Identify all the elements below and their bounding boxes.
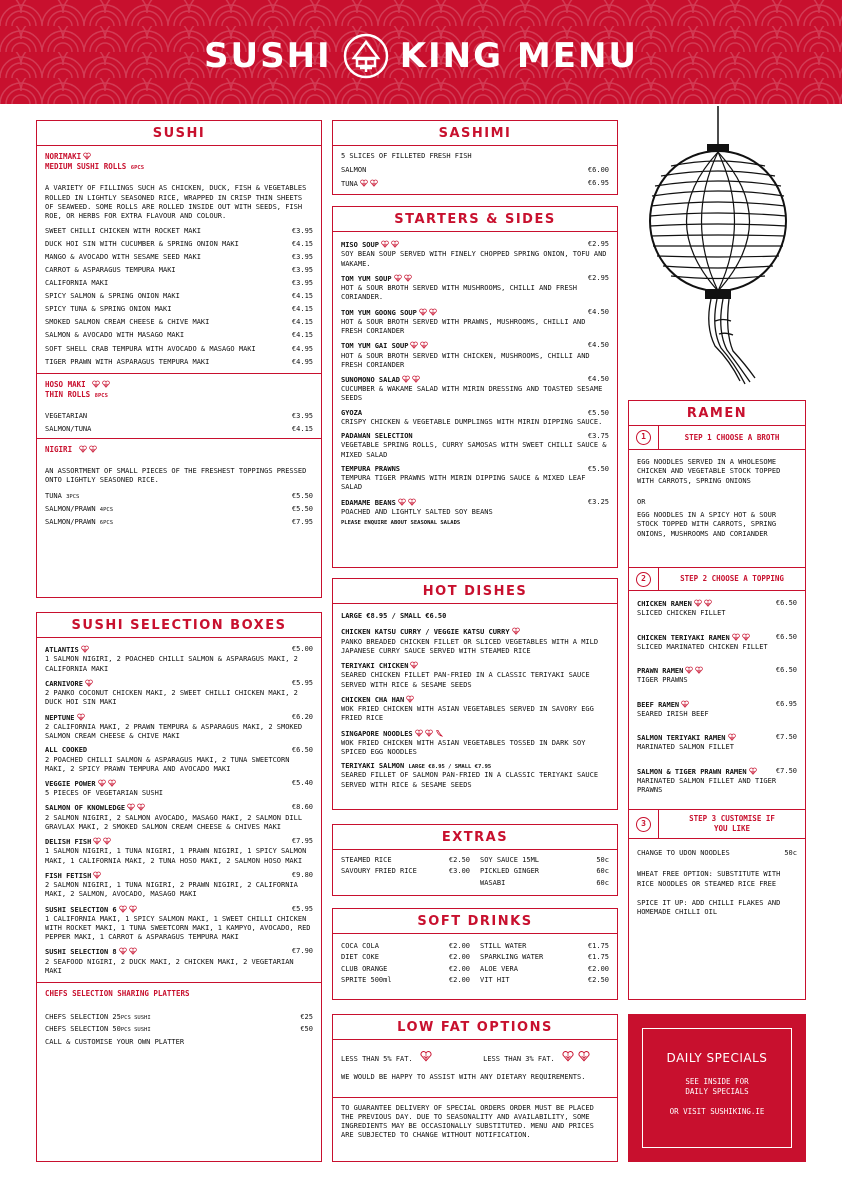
item-name: SWEET CHILLI CHICKEN WITH ROCKET MAKI [45, 227, 201, 236]
sushi-item [45, 331, 313, 340]
item-price: €4.15 [291, 305, 313, 314]
thin-rolls-label: THIN ROLLS 8PCS [45, 389, 108, 399]
lowfat-heart-icon [127, 803, 135, 811]
sushi-item [45, 318, 313, 327]
specials-line-2: DAILY SPECIALS [685, 1086, 749, 1096]
specials-website-link[interactable]: OR VISIT SUSHIKING.IE [669, 1106, 765, 1116]
lowfat-heart-icon [85, 679, 93, 687]
item-price: €4.15 [291, 292, 313, 301]
starters-section [332, 206, 618, 568]
header-banner [0, 0, 842, 104]
extra-item: WASABI 60c [480, 878, 609, 887]
lowfat-heart-icon [398, 498, 406, 506]
item-price: €6.20 [291, 712, 313, 721]
ramen-section [628, 400, 806, 1000]
item-price: €4.95 [291, 344, 313, 353]
item-name: CALIFORNIA MAKI [45, 279, 109, 288]
lowfat-heart-icon [108, 779, 116, 787]
item-desc: 2 CALIFORNIA MAKI, 2 PRAWN TEMPURA & ASPARAGUS MAKI, 2 SMOKED SALMON CREAM CHEESE & CHIVE MAKI [45, 722, 303, 741]
lowfat-heart-icon [410, 341, 418, 349]
item-price: €5.50 [587, 408, 609, 417]
item-name: CARNIVORE [45, 679, 83, 688]
item-name: SPICY SALMON & SPRING ONION MAKI [45, 292, 180, 301]
extra-item: STEAMED RICE €2.50 [341, 856, 470, 865]
lowfat-heart-icon [561, 1050, 575, 1062]
lowfat-heart-icon [402, 375, 410, 383]
item-price: €3.95 [291, 266, 313, 275]
sashimi-intro: 5 SLICES OF FILLETED FRESH FISH [341, 152, 472, 161]
lowfat-heart-icon [381, 240, 389, 248]
item-price: €7.95 [291, 837, 313, 846]
hot-dish-item [341, 729, 609, 758]
selection-boxes-section [36, 612, 322, 1162]
sushi-intro: A VARIETY OF FILLINGS SUCH AS CHICKEN, DUCK, FISH & VEGETABLES ROLLED IN LIGHTLY SEASONED RICE, WRAPPED IN CRISP THIN SHEETS OF SEAWEED. SOME ROLLS ARE ROLLED INSIDE OUT WITH SEEDS, FISH ROE, OR HERBS FOR EXTRA FLAVOUR AND COLOUR. [45, 184, 307, 220]
hot-dishes-title: HOT DISHES [333, 579, 617, 604]
drink-item: VIT HIT €2.50 [480, 975, 609, 984]
item-name: SALMON/TUNA [45, 424, 92, 433]
soft-drinks-title: SOFT DRINKS [333, 909, 617, 934]
item-desc: 1 SALMON NIGIRI, 2 POACHED CHILLI SALMON & ASPARAGUS MAKI, 2 CALIFORNIA MAKI [45, 655, 298, 673]
sashimi-item [341, 166, 609, 175]
platter-item: CHEFS SELECTION 25PCS SUSHI €25 [45, 1013, 313, 1022]
item-price: €5.00 [291, 645, 313, 654]
chili-icon [435, 729, 443, 737]
sushi-item [45, 227, 313, 236]
lowfat-heart-icon [79, 445, 87, 453]
extra-item: SOY SAUCE 15ML 50c [480, 856, 609, 865]
lowfat-heart-icon [406, 695, 414, 703]
extra-item: PICKLED GINGER 60c [480, 867, 609, 876]
nigiri-label: NIGIRI [45, 445, 313, 455]
extras-title: EXTRAS [333, 825, 617, 850]
sushi-item [45, 279, 313, 288]
item-desc: VEGETABLE SPRING ROLLS, CURRY SAMOSAS WITH SWEET CHILLI SAUCE & MIXED SALAD [341, 441, 607, 459]
hot-dish-item [341, 695, 609, 724]
item-price: €5.50 [587, 464, 609, 473]
lowfat-heart-icon [742, 633, 750, 641]
item-desc: 1 CALIFORNIA MAKI, 1 SPICY SALMON MAKI, 1 SWEET CHILLI CHICKEN WITH ROCKET MAKI, 1 TUNA SWEETCORN MAKI, 1 KAMPYO, AVOCADO, RED PEPPER MAKI, 1 CARROT & ASPARAGUS TEMPURA MAKI [45, 914, 311, 942]
drink-item: STILL WATER €1.75 [480, 942, 609, 951]
item-desc: CRISPY CHICKEN & VEGETABLE DUMPLINGS WITH MIRIN DIPPING SAUCE. [341, 417, 603, 426]
selection-boxes-title: SUSHI SELECTION BOXES [37, 613, 321, 638]
lowfat-heart-icon [394, 274, 402, 282]
lowfat-heart-icon [732, 633, 740, 641]
low-fat-section [332, 1014, 618, 1162]
item-name: TUNA 3PCS [45, 491, 80, 500]
sushi-item [45, 292, 313, 301]
item-desc: POACHED AND LIGHTLY SALTED SOY BEANS [341, 507, 493, 516]
item-name: SALMON/PRAWN 6PCS [45, 517, 114, 526]
lowfat-heart-icon [412, 375, 420, 383]
extras-section [332, 824, 618, 896]
starter-item [341, 409, 609, 427]
nigiri-item [45, 518, 313, 527]
seasonal-note: PLEASE ENQUIRE ABOUT SEASONAL SALADS [341, 520, 461, 527]
ramen-title: RAMEN [629, 401, 805, 426]
item-name: SPICY TUNA & SPRING ONION MAKI [45, 305, 172, 314]
item-desc: 1 SALMON NIGIRI, 1 TUNA NIGIRI, 1 PRAWN NIGIRI, 1 SPICY SALMON MAKI, 1 CALIFORNIA MAKI, 2 TUNA HOSO MAKI, 2 SALMON HOSO MAKI [45, 847, 307, 865]
item-desc: SEARED FILLET OF SALMON PAN-FRIED IN A CLASSIC TERIYAKI SAUCE SERVED WITH RICE & SESAME SEEDS [341, 771, 599, 789]
item-name: TOM YUM SOUP [341, 274, 392, 283]
daily-specials-panel [628, 1014, 806, 1162]
item-price: €4.15 [291, 240, 313, 249]
hot-dish-item [341, 627, 609, 656]
item-name: CHICKEN CHA HAN [341, 695, 405, 704]
lowfat-heart-icon [93, 871, 101, 879]
lowfat-heart-icon [420, 341, 428, 349]
selection-box-item [45, 713, 313, 742]
item-price: €9.80 [291, 870, 313, 879]
lowfat-heart-icon [419, 1050, 433, 1062]
starter-item [341, 240, 609, 269]
lowfat-heart-icon [681, 700, 689, 708]
selection-box-item [45, 803, 313, 832]
item-name: DUCK HOI SIN WITH CUCUMBER & SPRING ONION MAKI [45, 240, 239, 249]
item-desc: CUCUMBER & WAKAME SALAD WITH MIRIN DRESSING AND TOASTED SESAME SEEDS [341, 385, 603, 403]
drink-item: ALOE VERA €2.00 [480, 964, 609, 973]
lowfat-heart-icon [98, 779, 106, 787]
spice-option: SPICE IT UP: ADD CHILLI FLAKES AND HOMEMADE CHILLI OIL [637, 898, 781, 917]
king-logo-icon [342, 32, 390, 80]
starter-item [341, 308, 609, 337]
platter-call: CALL & CUSTOMISE YOUR OWN PLATTER [45, 1037, 185, 1046]
menu-title: SUSHI KING MENU [0, 32, 842, 80]
item-desc: PANKO BREADED CHICKEN FILLET OR SLICED VEGETABLES WITH A MILD JAPANESE CURRY SAUCE SERVED WITH STEAMED RICE [341, 637, 599, 655]
item-name: TEMPURA PRAWNS [341, 464, 401, 473]
item-name: TOM YUM GOONG SOUP [341, 308, 417, 317]
selection-box-item [45, 871, 313, 900]
item-name: VEGGIE POWER [45, 779, 96, 788]
item-name: ATLANTIS [45, 646, 79, 655]
ramen-topping: CHICKEN TERIYAKI RAMEN €6.50 SLICED MARINATED CHICKEN FILLET [637, 632, 797, 651]
item-name: CHICKEN KATSU CURRY / VEGGIE KATSU CURRY [341, 628, 510, 637]
sashimi-section [332, 120, 618, 195]
lowfat-heart-icon [408, 498, 416, 506]
item-price: €8.60 [291, 803, 313, 812]
item-name: GYOZA [341, 408, 363, 417]
item-price: €3.95 [291, 253, 313, 262]
drink-item: SPARKLING WATER €1.75 [480, 953, 609, 962]
broth-or: OR [637, 497, 646, 506]
item-name: SUSHI SELECTION 6 [45, 905, 117, 914]
platter-item: CHEFS SELECTION 50PCS SUSHI €50 [45, 1025, 313, 1034]
extra-item: SAVOURY FRIED RICE €3.00 [341, 867, 470, 876]
lowfat-heart-icon [93, 837, 101, 845]
selection-box-item [45, 679, 313, 708]
item-price: €2.95 [587, 240, 609, 249]
ramen-topping: SALMON TERIYAKI RAMEN €7.50 MARINATED SALMON FILLET [637, 733, 797, 752]
item-name: SOFT SHELL CRAB TEMPURA WITH AVOCADO & MASAGO MAKI [45, 344, 256, 353]
item-desc: 2 SALMON NIGIRI, 2 SALMON AVOCADO, MASAGO MAKI, 2 SALMON DILL GRAVLAX MAKI, 2 SMOKED SALMON CREAM CHEESE & CHIVES MAKI [45, 813, 303, 831]
item-price: €3.75 [587, 432, 609, 441]
lowfat-heart-icon [694, 599, 702, 607]
lowfat-heart-icon [77, 713, 85, 721]
item-desc: HOT & SOUR BROTH SERVED WITH PRAWNS, MUSHROOMS, CHILLI AND FRESH CORIANDER [341, 317, 586, 336]
starter-item [341, 432, 609, 460]
lowfat-heart-icon [137, 803, 145, 811]
item-name: NEPTUNE [45, 713, 75, 722]
hoso-label: HOSO MAKI [45, 380, 313, 390]
ramen-step-2: 2 STEP 2 CHOOSE A TOPPING [629, 567, 805, 591]
item-price: €3.95 [291, 411, 313, 420]
item-name: DELISH FISH [45, 838, 92, 847]
lowfat-heart-icon [360, 179, 368, 187]
broth-option-2: EGG NOODLES IN A SPICY HOT & SOUR STOCK TOPPED WITH CARROTS, SPRING ONIONS, MUSHROOMS AND CORIANDER [637, 511, 777, 538]
item-name: SALMON [341, 166, 367, 175]
item-desc: 2 SALMON NIGIRI, 1 TUNA NIGIRI, 2 PRAWN NIGIRI, 2 CALIFORNIA MAKI, 2 SALMON, AVOCADO, MASAGO MAKI [45, 881, 298, 899]
platters-label: CHEFS SELECTION SHARING PLATTERS [45, 989, 190, 999]
sushi-section [36, 120, 322, 598]
lowfat-heart-icon [129, 947, 137, 955]
item-price: €4.50 [587, 374, 609, 383]
drink-item: COCA COLA €2.00 [341, 942, 470, 951]
selection-box-item [45, 905, 313, 943]
item-name: SINGAPORE NOODLES [341, 729, 413, 738]
item-desc: 5 PIECES OF VEGETARIAN SUSHI [45, 789, 164, 798]
ramen-topping: SALMON & TIGER PRAWN RAMEN €7.50 MARINATED SALMON FILLET AND TIGER PRAWNS [637, 766, 797, 794]
order-note: TO GUARANTEE DELIVERY OF SPECIAL ORDERS ORDER MUST BE PLACED THE PREVIOUS DAY. DUE TO SEASONALITY AND AVAILABILITY, SOME INGREDIENTS MAY BE OCCASIONALLY SUBSTITUTED. MENU AND PRICES ARE SUBJECTED TO CHANGE WITHOUT NOTIFICATION. [341, 1103, 594, 1140]
item-price: €2.95 [587, 273, 609, 282]
item-name: FISH FETISH [45, 871, 92, 880]
lowfat-heart-icon [749, 767, 757, 775]
item-price: €3.95 [291, 279, 313, 288]
item-price: €4.95 [291, 357, 313, 366]
item-desc: TEMPURA TIGER PRAWNS WITH MIRIN DIPPING SAUCE & MIXED LEAF SALAD [341, 474, 586, 492]
nigiri-item [45, 492, 313, 501]
udon-option: CHANGE TO UDON NOODLES 50c [637, 849, 797, 858]
item-name: SALMON OF KNOWLEDGE [45, 804, 126, 813]
item-price: €4.15 [291, 318, 313, 327]
lowfat-heart-icon [429, 308, 437, 316]
starter-item [341, 375, 609, 404]
item-name: ALL COOKED [45, 746, 88, 755]
item-desc: 2 PANKO COCONUT CHICKEN MAKI, 2 SWEET CHILLI CHICKEN MAKI, 2 DUCK HOI SIN MAKI [45, 689, 298, 707]
lowfat-heart-icon [391, 240, 399, 248]
item-name: SMOKED SALMON CREAM CHEESE & CHIVE MAKI [45, 318, 210, 327]
nigiri-intro: AN ASSORTMENT OF SMALL PIECES OF THE FRESHEST TOPPINGS PRESSED ONTO LIGHTLY SEASONED RICE. [45, 467, 307, 485]
sashimi-title: SASHIMI [333, 121, 617, 146]
item-name: TUNA [341, 179, 573, 189]
lowfat-heart-icon [404, 274, 412, 282]
starter-item [341, 498, 609, 517]
drink-item: CLUB ORANGE €2.00 [341, 964, 470, 973]
item-name: TIGER PRAWN WITH ASPARAGUS TEMPURA MAKI [45, 357, 210, 366]
lowfat-heart-icon [103, 837, 111, 845]
item-desc: SOY BEAN SOUP SERVED WITH FINELY CHOPPED SPRING ONION, TOFU AND WAKAME. [341, 250, 607, 268]
norimaki-label: NORIMAKI [45, 152, 313, 162]
item-price: €3.95 [291, 227, 313, 236]
item-name: SALMON/PRAWN 4PCS [45, 504, 114, 513]
selection-box-item [45, 947, 313, 976]
sushi-item [45, 266, 313, 275]
item-price: €7.90 [291, 947, 313, 956]
nigiri-item [45, 505, 313, 514]
lowfat-heart-icon [704, 599, 712, 607]
selection-box-item [45, 746, 313, 774]
medium-rolls-label: MEDIUM SUSHI ROLLS 6PCS [45, 162, 145, 172]
lowfat-heart-icon [102, 380, 110, 388]
hot-dish-item [341, 661, 609, 690]
item-desc: SEARED CHICKEN FILLET PAN-FRIED IN A CLASSIC TERIYAKI SAUCE SERVED WITH RICE & SESAME SEEDS [341, 671, 590, 689]
item-desc: 2 SEAFOOD NIGIRI, 2 DUCK MAKI, 2 CHICKEN MAKI, 2 VEGETARIAN MAKI [45, 957, 294, 975]
item-name: VEGETARIAN [45, 411, 88, 420]
specials-title: DAILY SPECIALS [666, 1051, 768, 1065]
item-desc: WOK FRIED CHICKEN WITH ASIAN VEGETABLES TOSSED IN DARK SOY SPICED EGG NOODLES [341, 738, 586, 756]
lowfat-heart-icon [685, 666, 693, 674]
lowfat-heart-icon [410, 661, 418, 669]
less-five-fat: LESS THAN 5% FAT. [341, 1050, 433, 1064]
item-name: SALMON & AVOCADO WITH MASAGO MAKI [45, 331, 185, 340]
sushi-title: SUSHI [37, 121, 321, 146]
sashimi-item [341, 179, 609, 189]
item-price: €4.50 [587, 307, 609, 316]
item-price: €5.40 [291, 778, 313, 787]
item-price: €4.15 [291, 331, 313, 340]
wheat-free-option: WHEAT FREE OPTION: SUBSTITUTE WITH RICE NOODLES OR STEAMED RICE FREE [637, 870, 781, 888]
ramen-topping: PRAWN RAMEN €6.50 TIGER PRAWNS [637, 666, 797, 685]
drink-item: SPRITE 500ml €2.00 [341, 975, 470, 984]
size-line: LARGE €8.95 / SMALL €6.50 [341, 612, 447, 621]
lowfat-heart-icon [119, 905, 127, 913]
sushi-item [45, 240, 313, 249]
specials-line-1: SEE INSIDE FOR [685, 1076, 749, 1086]
item-price: €6.50 [291, 746, 313, 755]
sushi-item [45, 253, 313, 262]
item-desc: HOT & SOUR BROTH SERVED WITH CHICKEN, MUSHROOMS, CHILLI AND FRESH CORIANDER [341, 351, 590, 369]
hot-dish-item [341, 762, 609, 790]
item-price: €4.15 [291, 424, 313, 433]
item-price: €5.95 [291, 904, 313, 913]
item-name: CARROT & ASPARAGUS TEMPURA MAKI [45, 266, 176, 275]
lowfat-heart-icon [81, 645, 89, 653]
lowfat-heart-icon [92, 380, 100, 388]
item-price: €6.95 [587, 179, 609, 188]
lowfat-heart-icon [419, 308, 427, 316]
hot-dishes-section [332, 578, 618, 810]
dietary-note: WE WOULD BE HAPPY TO ASSIST WITH ANY DIETARY REQUIREMENTS. [341, 1073, 586, 1082]
lowfat-heart-icon [512, 627, 520, 635]
starter-item [341, 341, 609, 370]
lowfat-heart-icon [425, 729, 433, 737]
selection-box-item [45, 779, 313, 798]
sushi-item [45, 345, 313, 354]
lantern-illustration [645, 106, 795, 386]
ramen-topping: CHICKEN RAMEN €6.50 SLICED CHICKEN FILLET [637, 599, 797, 618]
lowfat-heart-icon [728, 733, 736, 741]
lowfat-heart-icon [695, 666, 703, 674]
item-name: SUSHI SELECTION 8 [45, 948, 117, 957]
item-name: MANGO & AVOCADO WITH SESAME SEED MAKI [45, 253, 201, 262]
selection-box-item [45, 645, 313, 674]
lowfat-heart-icon [577, 1050, 591, 1062]
starters-title: STARTERS & SIDES [333, 207, 617, 232]
lowfat-heart-icon [129, 905, 137, 913]
item-name: TOM YUM GAI SOUP [341, 342, 409, 351]
item-price: €5.50 [291, 504, 313, 513]
ramen-step-1: 1 STEP 1 CHOOSE A BROTH [629, 426, 805, 450]
item-price: €3.25 [587, 497, 609, 506]
sushi-item [45, 358, 313, 367]
item-price: €5.50 [291, 491, 313, 500]
ramen-topping: BEEF RAMEN €6.95 SEARED IRISH BEEF [637, 699, 797, 718]
item-price: €7.95 [291, 517, 313, 526]
drink-item: DIET COKE €2.00 [341, 953, 470, 962]
starter-item [341, 274, 609, 303]
sushi-item [45, 305, 313, 314]
lowfat-heart-icon [89, 445, 97, 453]
selection-box-item [45, 837, 313, 866]
broth-option-1: EGG NOODLES SERVED IN A WHOLESOME CHICKEN AND VEGETABLE STOCK TOPPED WITH CARROTS, SPRING ONIONS [637, 458, 781, 485]
item-price: €4.50 [587, 341, 609, 350]
item-desc: 2 POACHED CHILLI SALMON & ASPARAGUS MAKI, 2 TUNA SWEETCORN MAKI, 2 SPICY PRAWN TEMPURA AND AVOCADO MAKI [45, 755, 290, 773]
item-name: SUNOMONO SALAD [341, 375, 401, 384]
lowfat-heart-icon [119, 947, 127, 955]
item-price: €5.95 [291, 678, 313, 687]
item-name: TERIYAKI CHICKEN [341, 662, 409, 671]
lowfat-heart-icon [83, 152, 91, 160]
soft-drinks-section [332, 908, 618, 1000]
lowfat-heart-icon [370, 179, 378, 187]
hoso-item [45, 412, 313, 421]
low-fat-title: LOW FAT OPTIONS [333, 1015, 617, 1040]
starter-item [341, 465, 609, 493]
lowfat-heart-icon [415, 729, 423, 737]
item-name: EDAMAME BEANS [341, 498, 396, 507]
item-name: TERIYAKI SALMON LARGE €8.95 / SMALL €7.95 [341, 762, 492, 771]
item-price: €6.00 [587, 166, 609, 175]
item-name: PADAWAN SELECTION [341, 432, 413, 441]
less-three-fat: LESS THAN 3% FAT. [483, 1050, 591, 1064]
ramen-step-3: 3 STEP 3 CUSTOMISE IF YOU LIKE [629, 809, 805, 839]
item-desc: WOK FRIED CHICKEN WITH ASIAN VEGETABLES SERVED IN SAVORY EGG FRIED RICE [341, 705, 594, 723]
hoso-item [45, 425, 313, 434]
item-name: MISO SOUP [341, 241, 379, 250]
item-desc: HOT & SOUR BROTH SERVED WITH MUSHROOMS, CHILLI AND FRESH CORIANDER. [341, 284, 578, 302]
